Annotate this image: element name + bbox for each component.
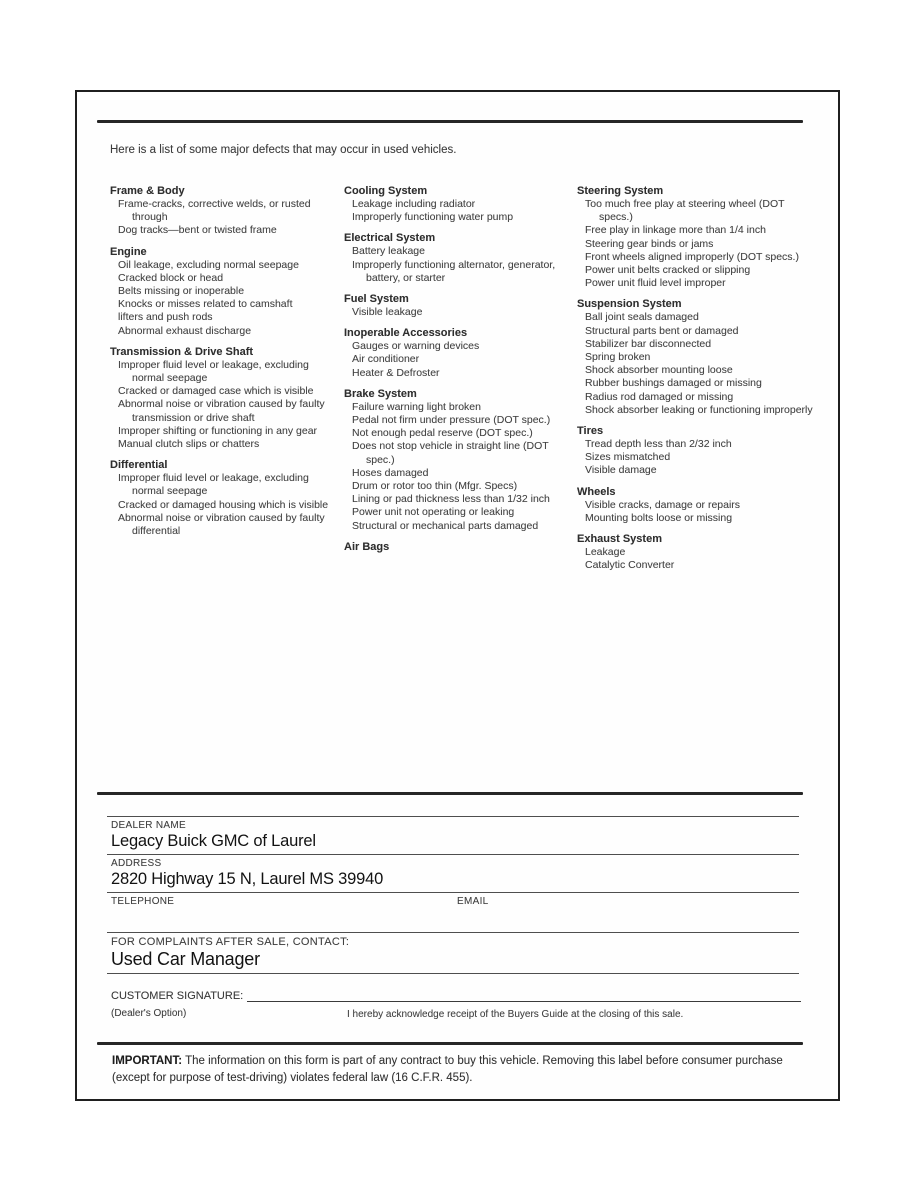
defect-item: Cracked block or head — [118, 271, 224, 284]
defect-item: Power unit fluid level improper — [585, 277, 726, 290]
defect-item: Mounting bolts loose or missing — [585, 511, 733, 524]
defect-item: Belts missing or inoperable — [118, 285, 245, 298]
footer-divider — [97, 1042, 803, 1045]
defect-item: Too much free play at steering wheel (DOT specs.) — [585, 198, 785, 224]
defect-item: Rubber bushings damaged or missing — [585, 377, 762, 390]
field-line — [107, 892, 799, 893]
defect-section — [577, 297, 817, 417]
defect-category-heading: Fuel System — [344, 293, 409, 306]
email-label: EMAIL — [457, 896, 489, 907]
defect-item: Free play in linkage more than 1/4 inch — [585, 224, 766, 237]
defect-item: Pedal not firm under pressure (DOT spec.) — [352, 414, 551, 427]
defect-item: Abnormal noise or vibration caused by faulty differential — [118, 511, 325, 538]
defect-item: Steering gear binds or jams — [585, 237, 714, 250]
defect-item: Sizes mismatched — [585, 451, 671, 464]
defect-item: Improper fluid level or leakage, excluding normal seepage — [118, 358, 309, 385]
complaints-label: FOR COMPLAINTS AFTER SALE, CONTACT: — [111, 936, 350, 948]
dealer-name-value: Legacy Buick GMC of Laurel — [111, 832, 316, 850]
defect-item: Cracked or damaged housing which is visible — [118, 498, 329, 511]
complaints-value: Used Car Manager — [111, 949, 260, 969]
defect-category-heading: Electrical System — [344, 232, 436, 245]
address-label: ADDRESS — [111, 858, 162, 869]
defect-section — [110, 245, 338, 338]
defect-item: Cracked or damaged case which is visible — [118, 385, 314, 398]
defect-item: Failure warning light broken — [352, 400, 481, 413]
defects-column-1 — [110, 184, 338, 545]
form-top-divider — [97, 792, 803, 795]
defect-item: Manual clutch slips or chatters — [118, 438, 260, 451]
defect-item: Ball joint seals damaged — [585, 311, 699, 324]
defect-category-heading: Suspension System — [577, 298, 682, 311]
top-divider — [97, 120, 803, 123]
defect-item: Tread depth less than 2/32 inch — [585, 438, 732, 451]
defect-item: Air conditioner — [352, 353, 420, 366]
signature-line — [247, 988, 801, 1002]
defect-category-heading: Cooling System — [344, 185, 428, 197]
defect-section — [344, 292, 572, 319]
defect-item: Spring broken — [585, 351, 651, 364]
defect-category-heading: Inoperable Accessories — [344, 327, 468, 340]
defect-category-heading: Differential — [110, 459, 168, 472]
defect-item: Visible leakage — [352, 306, 423, 319]
defect-category-heading: Steering System — [577, 185, 664, 197]
important-text: The information on this form is part of any contract to buy this vehicle. Removing this label before consumer purchase (except for purpose of test-driving) violates federal law (16 C.F.R. 455). — [112, 1055, 783, 1084]
important-label: IMPORTANT: — [112, 1055, 183, 1067]
defects-column-2 — [344, 184, 572, 561]
field-line — [107, 816, 799, 817]
intro-text: Here is a list of some major defects that may occur in used vehicles. — [110, 144, 457, 156]
defect-section — [577, 184, 817, 290]
dealers-option-note: (Dealer's Option) — [111, 1008, 187, 1019]
field-line — [107, 932, 799, 933]
defect-item: Radius rod damaged or missing — [585, 390, 734, 403]
defect-item: Shock absorber mounting loose — [585, 364, 733, 377]
defect-section — [577, 532, 817, 572]
defect-section — [110, 458, 338, 538]
defect-item: Dog tracks—bent or twisted frame — [118, 224, 277, 237]
defect-category-heading: Air Bags — [344, 540, 390, 553]
telephone-label: TELEPHONE — [111, 896, 175, 907]
address-value: 2820 Highway 15 N, Laurel MS 39940 — [111, 870, 384, 888]
defect-item: Does not stop vehicle in straight line (DOT spec.) — [352, 440, 549, 466]
defect-item: Improperly functioning alternator, generator, battery, or starter — [352, 258, 556, 284]
buyers-guide-back-page — [75, 90, 840, 1101]
signature-acknowledgement: I hereby acknowledge receipt of the Buyers Guide at the closing of this sale. — [347, 1009, 684, 1020]
defect-item: Stabilizer bar disconnected — [585, 337, 712, 350]
defect-item: Not enough pedal reserve (DOT spec.) — [352, 427, 533, 440]
defect-item: Heater & Defroster — [352, 366, 440, 379]
defect-item: Frame-cracks, corrective welds, or rusted through — [118, 198, 311, 224]
defect-category-heading: Tires — [577, 425, 604, 438]
important-notice — [112, 1053, 806, 1086]
defect-item: Battery leakage — [352, 245, 425, 258]
defect-item: Oil leakage, excluding normal seepage — [118, 258, 299, 271]
defect-item: Improperly functioning water pump — [352, 211, 514, 224]
defect-section — [577, 424, 817, 478]
defect-item: Gauges or warning devices — [352, 340, 480, 353]
defect-section — [110, 184, 338, 238]
customer-signature-label: CUSTOMER SIGNATURE: — [111, 990, 244, 1002]
defect-item: Abnormal noise or vibration caused by faulty transmission or drive shaft — [118, 398, 325, 424]
defect-item: Power unit not operating or leaking — [352, 506, 515, 519]
customer-signature-row — [111, 988, 801, 1002]
defect-item: Knocks or misses related to camshaft — [118, 298, 293, 311]
defect-item: Improper shifting or functioning in any gear — [118, 424, 318, 437]
defect-section — [344, 387, 572, 533]
defect-item: Visible damage — [585, 464, 657, 477]
defect-item: Front wheels aligned improperly (DOT specs.) — [585, 250, 799, 263]
defect-item: Improper fluid level or leakage, excluding normal seepage — [118, 472, 309, 498]
defect-item: Drum or rotor too thin (Mfgr. Specs) — [352, 480, 518, 493]
defect-item: Leakage — [585, 546, 626, 559]
defect-item: Hoses damaged — [352, 466, 429, 479]
defect-section — [577, 485, 817, 525]
defect-item: Shock absorber leaking or functioning improperly — [585, 403, 813, 416]
defect-category-heading: Engine — [110, 245, 147, 258]
defect-item: Structural or mechanical parts damaged — [352, 519, 539, 532]
field-line — [107, 973, 799, 974]
defect-category-heading: Frame & Body — [110, 185, 185, 197]
defect-section — [344, 326, 572, 380]
defect-section — [344, 231, 572, 285]
defect-category-heading: Exhaust System — [577, 533, 662, 546]
defect-category-heading: Transmission & Drive Shaft — [110, 345, 254, 358]
defect-category-heading: Wheels — [577, 485, 616, 498]
defect-section — [110, 345, 338, 451]
defects-column-3 — [577, 184, 817, 579]
defect-item: Structural parts bent or damaged — [585, 324, 739, 337]
defect-item: Catalytic Converter — [585, 559, 675, 572]
defect-category-heading: Brake System — [344, 387, 417, 400]
defect-item: Abnormal exhaust discharge — [118, 324, 252, 337]
defect-item: Leakage including radiator — [352, 198, 476, 210]
field-line — [107, 854, 799, 855]
defect-item: Lining or pad thickness less than 1/32 inch — [352, 493, 550, 506]
defect-item: Power unit belts cracked or slipping — [585, 264, 751, 277]
defect-section — [344, 184, 572, 224]
defect-section — [344, 540, 572, 554]
defect-item: lifters and push rods — [118, 311, 213, 324]
dealer-name-label: DEALER NAME — [111, 820, 186, 831]
defect-item: Visible cracks, damage or repairs — [585, 498, 741, 511]
